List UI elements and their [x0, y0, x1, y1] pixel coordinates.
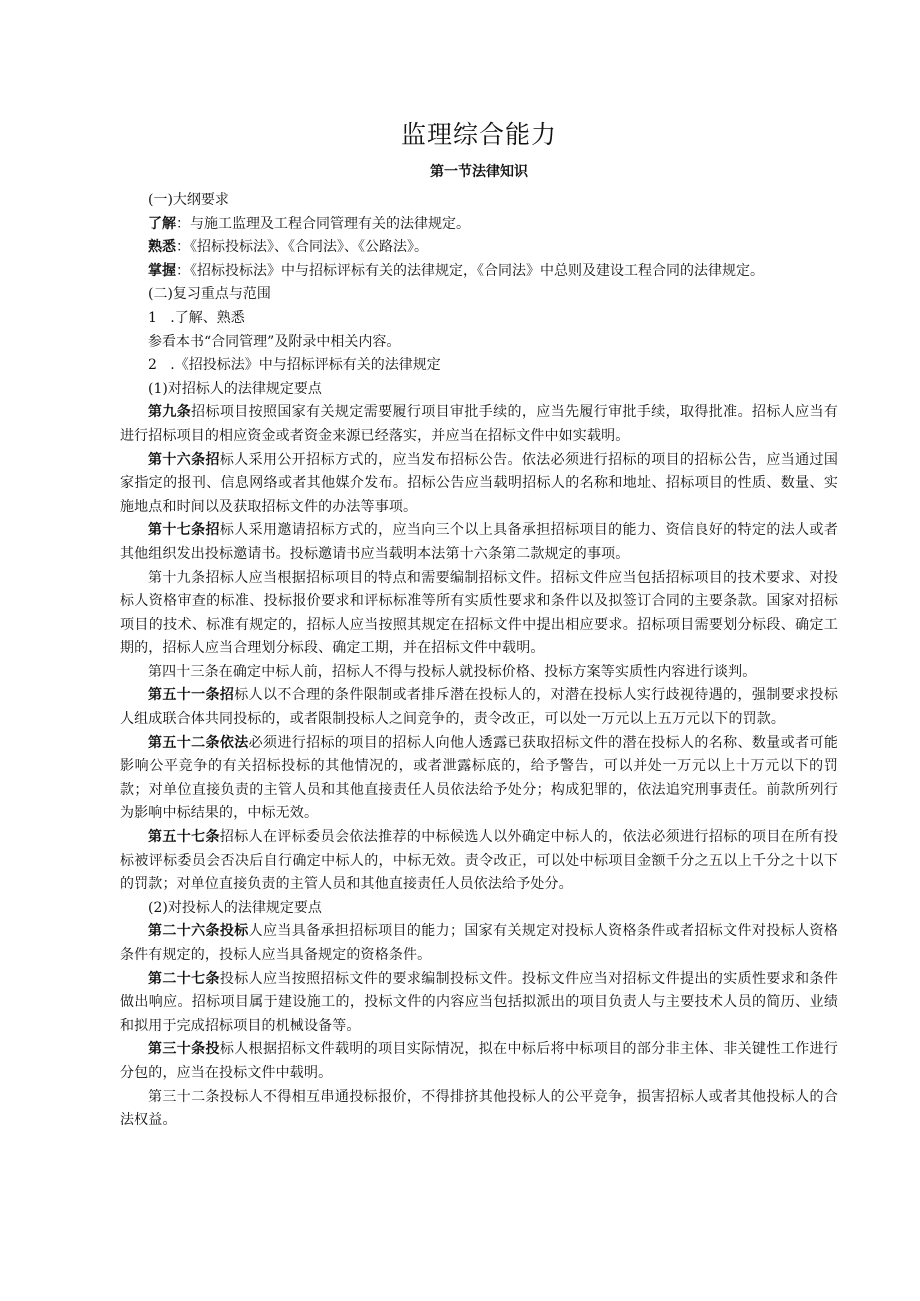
- outline-item-1-text: 参看本书“合同管理”及附录中相关内容。: [148, 333, 401, 350]
- article-paragraph: [120, 684, 838, 731]
- document-title: 监理综合能力: [400, 120, 557, 149]
- outline-familiar: [120, 236, 838, 260]
- outline-familiar-label: 熟悉: [148, 239, 176, 256]
- article-text: 必须进行招标的项目的招标人向他人透露已获取招标文件的潜在投标人的名称、数量或者可能影响公平竞争的有关招标投标的其他情况的，或者泄露标底的，给予警告，可以并处一万元以上十万元以下的罚款；对单位直接负责的主管人员和其他直接责任人员依法给予处分；构成犯罪的，依法追究刑事责任。前款所列行为影响中标结果的，中标无效。: [120, 734, 838, 822]
- article-paragraph: [120, 661, 838, 685]
- article-paragraph: [120, 920, 838, 967]
- outline-know-text: ：与施工监理及工程合同管理有关的法律规定。: [176, 215, 470, 232]
- article-lead: 第五十七条: [148, 829, 220, 846]
- article-paragraph: [120, 567, 838, 661]
- outline-item-2: 2 .《招投标法》中与招标评标有关的法律规定: [148, 357, 441, 374]
- article-lead: 第九条: [148, 404, 192, 421]
- outline-master-text: ：《招标投标法》中与招标评标有关的法律规定，《合同法》中总则及建设工程合同的法律规定。: [176, 262, 764, 279]
- article-paragraph: [120, 401, 838, 448]
- article-lead: 第五十一条招: [148, 687, 235, 704]
- article-text: 第四十三条在确定中标人前，招标人不得与投标人就投标价格、投标方案等实质性内容进行谈判。: [148, 663, 757, 680]
- outline-master-label: 掌握: [148, 262, 176, 279]
- article-text: 招标人在评标委员会依法推荐的中标候选人以外确定中标人的，依法必须进行招标的项目在所有投标被评标委员会否决后自行确定中标人的，中标无效。责令改正，可以处中标项目金额千分之五以上千分之十以下的罚款；对单位直接负责的主管人员和其他直接责任人员依法给予处分。: [120, 829, 839, 893]
- article-lead: 第五十二条依法: [148, 734, 249, 751]
- article-lead: 第二十六条投标: [148, 923, 249, 940]
- article-paragraph: [120, 519, 838, 566]
- article-text: 标人根据招标文件载明的项目实际情况，拟在中标后将中标项目的部分非主体、非关键性工作进行分包的，应当在投标文件中载明。: [120, 1041, 839, 1081]
- article-text: 标人采用公开招标方式的，应当发布招标公告。依法必须进行招标的项目的招标公告，应当通过国家指定的报刊、信息网络或者其他媒介发布。招标公告应当载明招标人的名称和地址、招标项目的性质、数量、实施地点和时间以及获取招标文件的办法等事项。: [120, 451, 839, 515]
- outline-heading-2: (二)复习重点与范围: [148, 286, 271, 303]
- article-lead: 第十六条招: [148, 451, 220, 468]
- section-title: 第一节法律知识: [430, 164, 528, 180]
- outline-sub-2: (2)对投标人的法律规定要点: [148, 899, 322, 916]
- articles-tenderer: [120, 401, 838, 896]
- article-paragraph: [120, 1038, 838, 1085]
- article-lead: 第三十条投: [148, 1041, 220, 1058]
- article-text: 投标人应当按照招标文件的要求编制投标文件。投标文件应当对招标文件提出的实质性要求和条件做出响应。招标项目属于建设施工的，投标文件的内容应当包括拟派出的项目负责人与主要技术人员的简历、业绩和拟用于完成招标项目的机械设备等。: [120, 970, 839, 1034]
- article-text: 第三十二条投标人不得相互串通投标报价，不得排挤其他投标人的公平竞争，损害招标人或者其他投标人的合法权益。: [120, 1088, 838, 1129]
- article-lead: 第二十七条: [148, 970, 220, 987]
- article-paragraph: [120, 826, 838, 897]
- article-paragraph: [120, 732, 838, 826]
- outline-know: [120, 213, 838, 237]
- articles-bidder: [120, 920, 838, 1132]
- outline-sub-1: (1)对招标人的法律规定要点: [148, 380, 322, 397]
- article-text: 标人以不合理的条件限制或者排斥潜在投标人的，对潜在投标人实行歧视待遇的，强制要求投标人组成联合体共同投标的，或者限制投标人之间竞争的，责令改正，可以处一万元以上五万元以下的罚款。: [120, 687, 838, 728]
- article-lead: 第十七条招: [148, 522, 220, 539]
- article-text: 第十九条招标人应当根据招标项目的特点和需要编制招标文件。招标文件应当包括招标项目的技术要求、对投标人资格审查的标准、投标报价要求和评标标准等所有实质性要求和条件以及拟签订合同的主要条款。国家对招标项目的技术、标准有规定的，招标人应当按照其规定在招标文件中提出相应要求。招标项目需要划分标段、确定工期的，招标人应当合理划分标段、确定工期，并在招标文件中载明。: [120, 569, 838, 657]
- outline-know-label: 了解: [148, 215, 176, 232]
- article-paragraph: [120, 968, 838, 1039]
- article-text: 人应当具备承担招标项目的能力；国家有关规定对投标人资格条件或者招标文件对投标人资格条件有规定的，投标人应当具备规定的资格条件。: [120, 923, 838, 963]
- outline-heading-1: (一)大纲要求: [148, 192, 229, 208]
- article-paragraph: [120, 449, 838, 520]
- outline-item-1: 1 .了解、熟悉: [148, 309, 245, 326]
- article-text: 标人采用邀请招标方式的，应当向三个以上具备承担招标项目的能力、资信良好的特定的法人或者其他组织发出投标邀请书。投标邀请书应当载明本法第十六条第二款规定的事项。: [120, 522, 839, 562]
- outline-familiar-text: ：《招标投标法》、《合同法》、《公路法》。: [176, 239, 428, 256]
- article-paragraph: [120, 1086, 838, 1133]
- article-text: 招标项目按照国家有关规定需要履行项目审批手续的，应当先履行审批手续，取得批准。招标人应当有进行招标项目的相应资金或者资金来源已经落实，并应当在招标文件中如实载明。: [120, 404, 838, 444]
- outline-master: [120, 260, 838, 284]
